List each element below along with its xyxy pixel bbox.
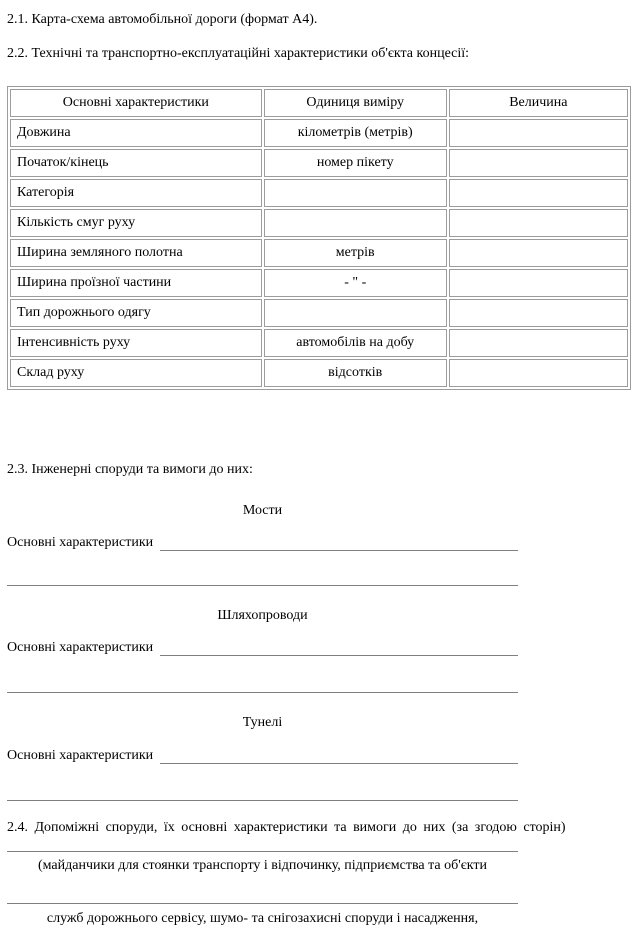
cell-characteristic: Ширина земляного полотна (10, 239, 262, 267)
header-main-characteristics: Основні характеристики (10, 89, 262, 117)
characteristics-label: Основні характеристики (7, 640, 154, 656)
cell-unit: відсотків (264, 359, 447, 387)
table-row (10, 299, 628, 327)
paragraph-2-1: 2.1. Карта-схема автомобільної дороги (формат А4). (7, 12, 318, 27)
cell-characteristic: Ширина проїзної частини (10, 269, 262, 297)
cell-unit (264, 299, 447, 327)
characteristics-label: Основні характеристики (7, 535, 154, 551)
cell-value-blank (449, 209, 628, 237)
table-header-row (10, 89, 628, 117)
cell-value-blank (449, 119, 628, 147)
blank-line (7, 800, 518, 801)
paragraph-2-2: 2.2. Технічні та транспортно-експлуатаційні характеристики об'єкта концесії: (7, 46, 470, 62)
footer-caption-1: (майданчики для стоянки транспорту і відпочинку, підприємства та об'єкти (38, 857, 487, 873)
cell-value-blank (449, 239, 628, 267)
tunnels-characteristics-row (7, 748, 518, 764)
blank-fill-line (160, 535, 518, 551)
overpasses-title: Шляхопроводи (217, 608, 308, 624)
cell-value-blank (449, 299, 628, 327)
cell-value-blank (449, 179, 628, 207)
cell-value-blank (449, 329, 628, 357)
cell-characteristic: Кількість смуг руху (10, 209, 262, 237)
paragraph-2-4: 2.4. Допоміжні споруди, їх основні характеристики та вимоги до них (за згодою сторін) (7, 819, 566, 835)
table-row (10, 209, 628, 237)
cell-unit: - " - (264, 269, 447, 297)
characteristics-label: Основні характеристики (7, 747, 154, 763)
table-row (10, 239, 628, 267)
characteristics-table (7, 86, 631, 390)
cell-characteristic: Склад руху (10, 359, 262, 387)
table-row (10, 269, 628, 297)
cell-characteristic: Довжина (10, 119, 262, 147)
bridges-characteristics-row (7, 535, 518, 551)
blank-line (7, 851, 518, 852)
header-value: Величина (449, 89, 628, 117)
blank-fill-line (160, 748, 518, 764)
cell-characteristic: Початок/кінець (10, 149, 262, 177)
cell-characteristic: Категорія (10, 179, 262, 207)
tunnels-title: Тунелі (242, 715, 283, 731)
table-row (10, 119, 628, 147)
blank-fill-line (160, 640, 518, 656)
table-row (10, 329, 628, 357)
table-row (10, 149, 628, 177)
header-unit-of-measure: Одиниця виміру (264, 89, 447, 117)
cell-unit: метрів (264, 239, 447, 267)
cell-unit: кілометрів (метрів) (264, 119, 447, 147)
blank-line (7, 903, 518, 904)
auxiliary-structures-section (7, 851, 518, 927)
bridges-title: Мости (242, 503, 283, 519)
overpasses-characteristics-row (7, 640, 518, 656)
cell-characteristic: Тип дорожнього одягу (10, 299, 262, 327)
table-row (10, 359, 628, 387)
footer-caption-2: служб дорожнього сервісу, шумо- та снігозахисні споруди і насадження, (46, 910, 479, 926)
cell-characteristic: Інтенсивність руху (10, 329, 262, 357)
cell-value-blank (449, 269, 628, 297)
paragraph-2-3: 2.3. Інженерні споруди та вимоги до них: (7, 462, 253, 478)
cell-value-blank (449, 149, 628, 177)
cell-unit: номер пікету (264, 149, 447, 177)
cell-unit: автомобілів на добу (264, 329, 447, 357)
cell-value-blank (449, 359, 628, 387)
blank-line (7, 585, 518, 586)
table-row (10, 179, 628, 207)
cell-unit (264, 209, 447, 237)
blank-line (7, 692, 518, 693)
engineering-structures-section (7, 503, 518, 800)
cell-unit (264, 179, 447, 207)
